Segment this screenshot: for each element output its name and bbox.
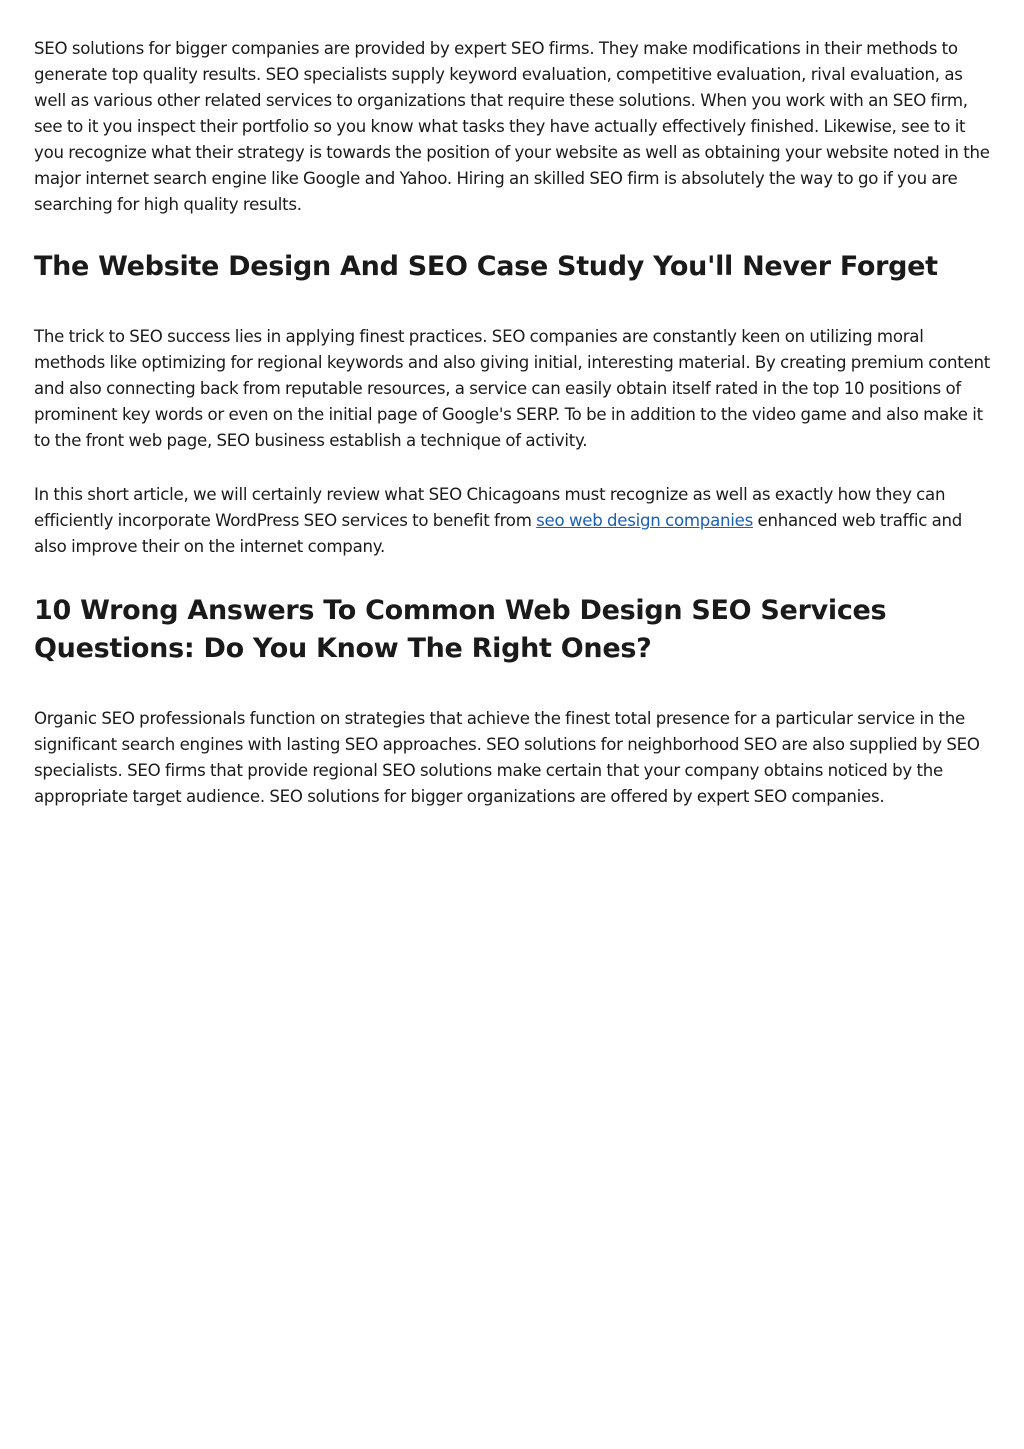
paragraph-intro: SEO solutions for bigger companies are provided by expert SEO firms. They make modifications in their methods to generate top quality results. SEO specialists supply keyword evaluation, competitive evaluation, rival evaluation, as well as various other related services to organizations that require these solutions. When you work with an SEO firm, see to it you inspect their portfolio so you know what tasks they have actually effectively finished. Likewise, see to it you recognize what their strategy is towards the position of your website as well as obtaining your website noted in the major internet search engine like Google and Yahoo. Hiring an skilled SEO firm is absolutely the way to go if you are searching for high quality results.	[34, 39, 990, 214]
paragraph-text-before-link: In this short article, we will certainly review what SEO Chicagoans must recognize as well as exactly how they can efficiently incorporate WordPress SEO services to benefit from	[34, 485, 946, 530]
paragraph-organic-seo: Organic SEO professionals function on strategies that achieve the finest total presence for a particular service in the significant search engines with lasting SEO approaches. SEO solutions for neighborhood SEO are also supplied by SEO specialists. SEO firms that provide regional SEO solutions make certain that your company obtains noticed by the appropriate target audience. SEO solutions for bigger organizations are offered by expert SEO companies.	[34, 709, 980, 806]
paragraph-text-after-link: enhanced web traffic and also improve their on the internet company.	[34, 511, 963, 556]
section-heading-case-study: The Website Design And SEO Case Study You'll Never Forget	[34, 251, 938, 282]
paragraph-best-practices: The trick to SEO success lies in applying finest practices. SEO companies are constantly keen on utilizing moral methods like optimizing for regional keywords and also giving initial, interesting material. By creating premium content and also connecting back from reputable resources, a service can easily obtain itself rated in the top 10 positions of prominent key words or even on the initial page of Google's SERP. To be in addition to the video game and also make it to the front web page, SEO business establish a technique of activity.	[34, 327, 990, 450]
paragraph-chicago-seo	[34, 482, 990, 560]
seo-web-design-companies-link[interactable]: seo web design companies	[536, 511, 753, 530]
section-heading-wrong-answers: 10 Wrong Answers To Common Web Design SEO Services Questions: Do You Know The Right Ones?	[34, 595, 887, 664]
article-body	[34, 36, 990, 810]
